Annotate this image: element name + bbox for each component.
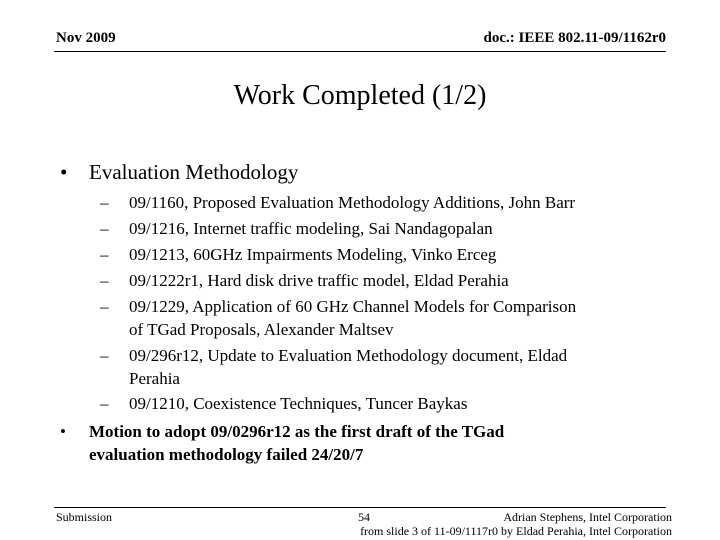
list-item-text: 09/1160, Proposed Evaluation Methodology Additions, John Barr bbox=[129, 193, 576, 212]
slide-title: Work Completed (1/2) bbox=[233, 80, 487, 111]
header-rule bbox=[54, 51, 666, 52]
footer-page-number: 54 bbox=[358, 510, 370, 524]
dash-marker: – bbox=[100, 245, 109, 264]
footer-author: Adrian Stephens, Intel Corporation bbox=[503, 510, 672, 524]
list-item-text: 09/1222r1, Hard disk drive traffic model, Eldad Perahia bbox=[129, 271, 509, 290]
list-item-text: 09/1229, Application of 60 GHz Channel Models for Comparison bbox=[129, 297, 577, 316]
list-item-text: 09/296r12, Update to Evaluation Methodology document, Eldad bbox=[129, 346, 568, 365]
dash-marker: – bbox=[100, 193, 109, 212]
dash-marker: – bbox=[100, 346, 109, 365]
list-item-text-continued: Perahia bbox=[129, 369, 180, 388]
list-item-text: 09/1216, Internet traffic modeling, Sai Nandagopalan bbox=[129, 219, 493, 238]
list-item-text: 09/1213, 60GHz Impairments Modeling, Vinko Erceg bbox=[129, 245, 497, 264]
header-doc-id: doc.: IEEE 802.11-09/1162r0 bbox=[483, 30, 666, 46]
header-date: Nov 2009 bbox=[56, 30, 116, 46]
motion-text-continued: evaluation methodology failed 24/20/7 bbox=[89, 445, 364, 464]
bullet-marker: • bbox=[60, 160, 68, 184]
footer-source: from slide 3 of 11-09/1117r0 by Eldad Perahia, Intel Corporation bbox=[360, 524, 672, 538]
footer-rule bbox=[54, 507, 666, 508]
footer-submission: Submission bbox=[56, 510, 113, 524]
dash-marker: – bbox=[100, 271, 109, 290]
list-item-text: 09/1210, Coexistence Techniques, Tuncer Baykas bbox=[129, 394, 468, 413]
dash-marker: – bbox=[100, 297, 109, 316]
list-item-text-continued: of TGad Proposals, Alexander Maltsev bbox=[129, 320, 394, 339]
dash-marker: – bbox=[100, 394, 109, 413]
dash-marker: – bbox=[100, 219, 109, 238]
motion-text: Motion to adopt 09/0296r12 as the first draft of the TGad bbox=[89, 422, 505, 441]
bullet-text: Evaluation Methodology bbox=[89, 160, 299, 184]
bullet-marker: • bbox=[60, 422, 66, 441]
